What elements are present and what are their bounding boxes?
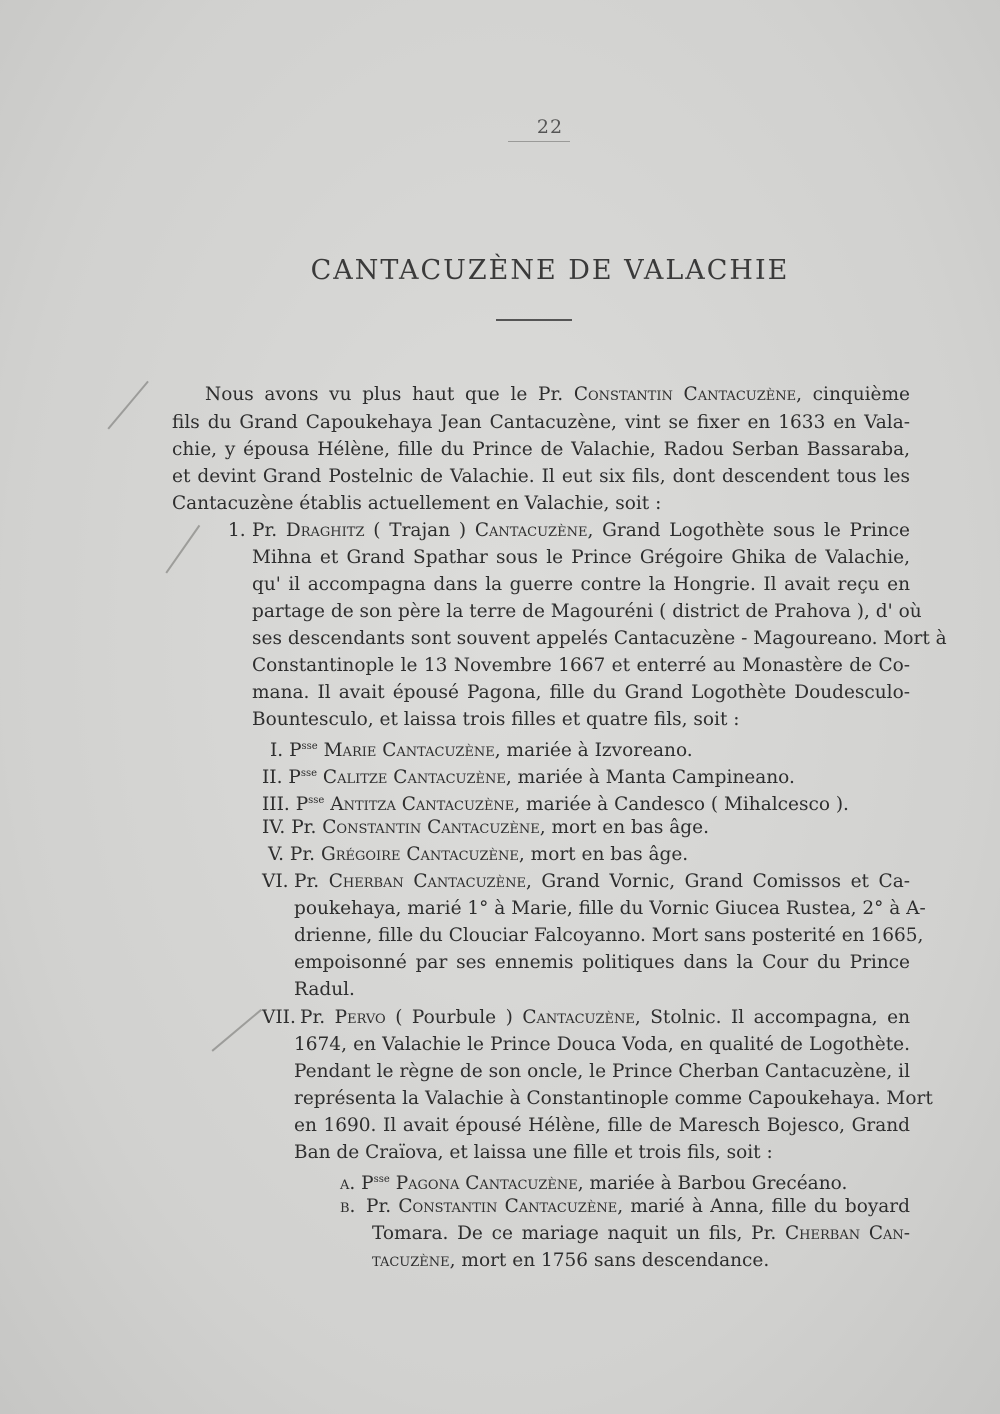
intro-line: Cantacuzène établis actuellement en Valachie, soit : <box>172 493 662 514</box>
pencil-mark <box>212 1009 262 1051</box>
grandchild-letter: b. <box>340 1196 356 1217</box>
grandchild-b-line: Tomara. De ce mariage naquit un fils, Pr. Cherban Can- <box>372 1223 910 1244</box>
item1-line: ses descendants sont souvent appelés Cantacuzène - Magoureano. Mort à <box>252 628 947 649</box>
child6-line: Radul. <box>294 979 355 1000</box>
child6-line: drienne, fille du Clouciar Falcoyanno. Mort sans posterité en 1665, <box>294 925 924 946</box>
child-number: VI. <box>262 871 289 892</box>
child-entry: I. $P^{sse}$ Marie Cantacuzène, mariée à Izvoreano. <box>270 740 693 762</box>
child6-line: Pr. Cherban Cantacuzène, Grand Vornic, Grand Comissos et Ca- <box>294 871 910 892</box>
page-title: CANTACUZÈNE DE VALACHIE <box>310 255 790 286</box>
item1-line: qu' il accompagna dans la guerre contre la Hongrie. Il avait reçu en <box>252 574 910 595</box>
intro-line: et devint Grand Postelnic de Valachie. Il eut six fils, dont descendent tous les <box>172 466 910 487</box>
pencil-mark <box>165 525 199 573</box>
grandchild-b-line: tacuzène, mort en 1756 sans descendance. <box>372 1250 770 1271</box>
item1-line: mana. Il avait épousé Pagona, fille du Grand Logothète Doudesculo- <box>252 682 910 703</box>
child-entry: II. $P^{sse}$ Calitze Cantacuzène, mariée à Manta Campineano. <box>262 767 795 789</box>
child-entry: III. $P^{sse}$ Antitza Cantacuzène, mariée à Candesco ( Mihalcesco ). <box>262 794 849 816</box>
intro-line: fils du Grand Capoukehaya Jean Cantacuzène, vint se fixer en 1633 en Vala- <box>172 412 910 433</box>
child7-line: 1674, en Valachie le Prince Douca Voda, en qualité de Logothète. <box>294 1034 910 1055</box>
grandchild-b-line: Pr. Constantin Cantacuzène, marié à Anna, fille du boyard <box>366 1196 910 1217</box>
item1-line: Constantinople le 13 Novembre 1667 et enterré au Monastère de Co- <box>252 655 910 676</box>
child-entry: V. Pr. Grégoire Cantacuzène, mort en bas âge. <box>268 844 689 865</box>
child7-line: représenta la Valachie à Constantinople comme Capoukehaya. Mort <box>294 1088 933 1109</box>
item1-line: Bountesculo, et laissa trois filles et quatre fils, soit : <box>252 709 740 730</box>
intro-line: chie, y épousa Hélène, fille du Prince de Valachie, Radou Serban Bassaraba, <box>172 439 910 460</box>
child-entry: IV. Pr. Constantin Cantacuzène, mort en bas âge. <box>262 817 709 838</box>
title-rule <box>496 319 572 321</box>
item-marker: 1. <box>228 520 246 541</box>
item1-line: Mihna et Grand Spathar sous le Prince Grégoire Ghika de Valachie, <box>252 547 910 568</box>
child-number: VII. <box>262 1007 296 1028</box>
page-number: 22 <box>536 116 564 138</box>
intro-line: Nous avons vu plus haut que le Pr. Constantin Cantacuzène, cinquième <box>205 384 910 405</box>
child7-line: Ban de Craïova, et laissa une fille et trois fils, soit : <box>294 1142 773 1163</box>
item1-line: Pr. Draghitz ( Trajan ) Cantacuzène, Grand Logothète sous le Prince <box>252 520 910 541</box>
item1-line: partage de son père la terre de Magouréni ( district de Prahova ), d' où <box>252 601 922 622</box>
child7-line: Pendant le règne de son oncle, le Prince Cherban Cantacuzène, il <box>294 1061 910 1082</box>
page-number-rule <box>508 141 570 142</box>
child6-line: poukehaya, marié 1° à Marie, fille du Vornic Giucea Rustea, 2° à A- <box>294 898 926 919</box>
child7-line: en 1690. Il avait épousé Hélène, fille de Maresch Bojesco, Grand <box>294 1115 910 1136</box>
child6-line: empoisonné par ses ennemis politiques dans la Cour du Prince <box>294 952 910 973</box>
child7-line: Pr. Pervo ( Pourbule ) Cantacuzène, Stolnic. Il accompagna, en <box>300 1007 910 1028</box>
grandchild-entry: a. $P^{sse}$ Pagona Cantacuzène, mariée à Barbou Grecéano. <box>340 1173 848 1195</box>
pencil-mark <box>107 381 148 429</box>
